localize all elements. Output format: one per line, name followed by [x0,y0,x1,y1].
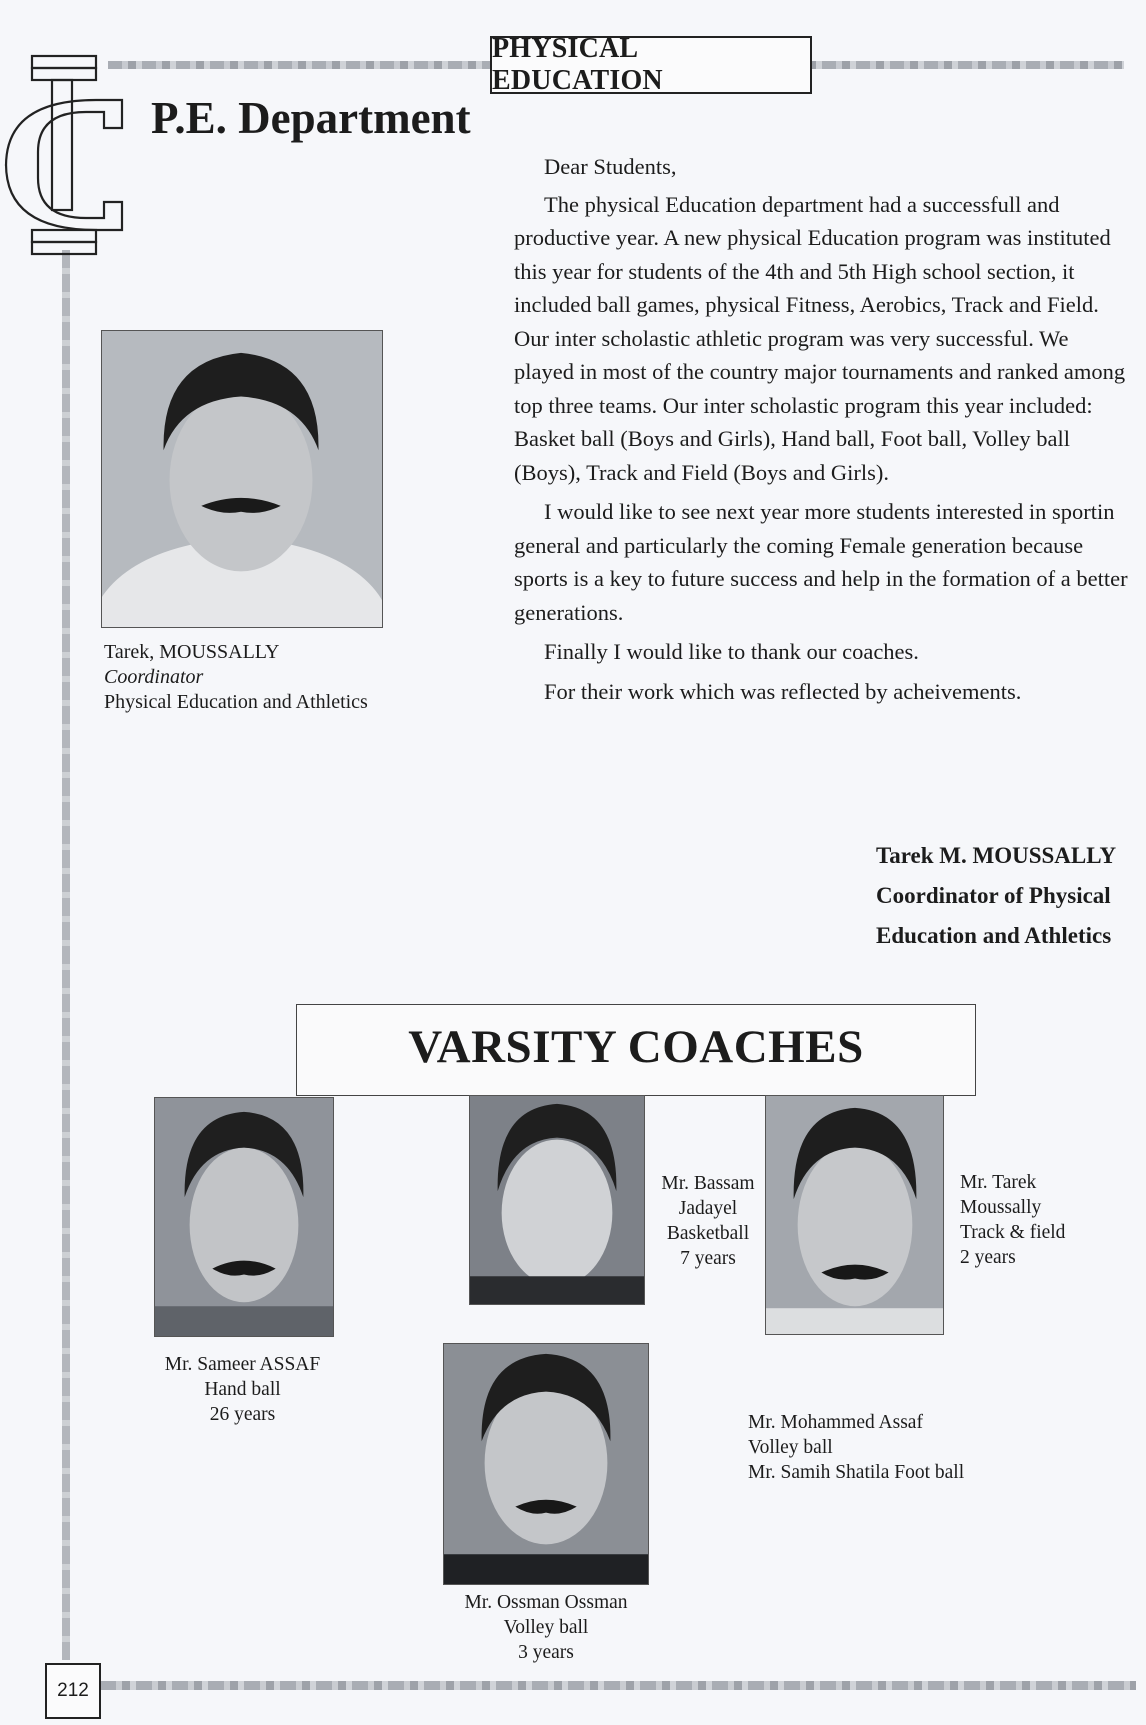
varsity-header [296,1004,976,1096]
coach-name-surname: Jadayel [678,1198,738,1219]
signature-title-line1: Coordinator of Physical [876,883,1111,908]
coach-caption-tarek [960,1170,1090,1270]
coach-caption-sameer [140,1352,345,1427]
bottom-rule [100,1681,1136,1690]
coach-name: Mr. Bassam [661,1173,755,1194]
coach-sport: Track & field [960,1222,1066,1243]
letter-body [514,150,1134,714]
coach-name: Mr. Tarek [960,1172,1037,1193]
other-coach-line: Mr. Samih Shatila Foot ball [748,1462,965,1483]
coach-name-surname: Moussally [960,1197,1042,1218]
other-coach-line: Volley ball [748,1437,833,1458]
coordinator-name: Tarek, MOUSSALLY [104,641,280,663]
other-coach-line: Mr. Mohammed Assaf [748,1412,923,1433]
coach-photo-bassam [469,1095,645,1305]
coordinator-role: Coordinator [104,666,204,688]
coach-name: Mr. Sameer ASSAF [164,1354,321,1375]
page-number: 212 [45,1663,101,1719]
coach-caption-ossman [430,1590,662,1665]
varsity-title: VARSITY COACHES [408,1021,864,1073]
coach-photo-sameer [154,1097,334,1337]
coach-name: Mr. Ossman Ossman [464,1592,628,1613]
coach-years: 3 years [518,1642,574,1663]
coordinator-department: Physical Education and Athletics [104,691,368,713]
school-logo-icon [0,52,130,262]
coordinator-caption [104,640,404,715]
signature-title-line2: Education and Athletics [876,923,1112,948]
coach-caption-bassam [650,1171,766,1271]
letter-paragraph: Finally I would like to thank our coaches. [544,639,919,664]
letter-paragraph: I would like to see next year more students interested in sportin general and particularly the coming Female generation because sports is a key to future success and help in the formation of a better generations. [514,499,1128,625]
coach-sport: Basketball [666,1223,750,1244]
coach-photo-ossman [443,1343,649,1585]
coach-sport: Hand ball [204,1379,281,1400]
section-label: PHYSICAL EDUCATION [490,36,812,94]
signature-name: Tarek M. MOUSSALLY [876,843,1117,868]
letter-greeting: Dear Students, [544,154,677,179]
left-rule [62,250,70,1660]
coach-photo-tarek [765,1095,944,1335]
coach-years: 7 years [680,1248,736,1269]
coordinator-photo [101,330,383,628]
letter-paragraph: For their work which was reflected by acheivements. [544,678,1022,704]
coach-sport: Volley ball [503,1617,589,1638]
letter-paragraph: The physical Education department had a successfull and productive year. A new physical Education program was instituted this year for students of the 4th and 5th High school section, it included ball games, physical Fitness, Aerobics, Track and Field. Our inter scholastic athletic program was very successful. We played in most of the country major tournaments and ranked among top three teams. Our inter scholastic program this year included: Basket ball (Boys and Girls), Hand ball, Foot ball, Volley ball (Boys), Track and Field (Boys and Girls). [514,191,1126,485]
coach-years: 2 years [960,1247,1016,1268]
letter-signature [876,836,1146,956]
department-title: P.E. Department [151,93,471,143]
other-coaches [748,1410,1048,1485]
coach-years: 26 years [209,1404,276,1425]
